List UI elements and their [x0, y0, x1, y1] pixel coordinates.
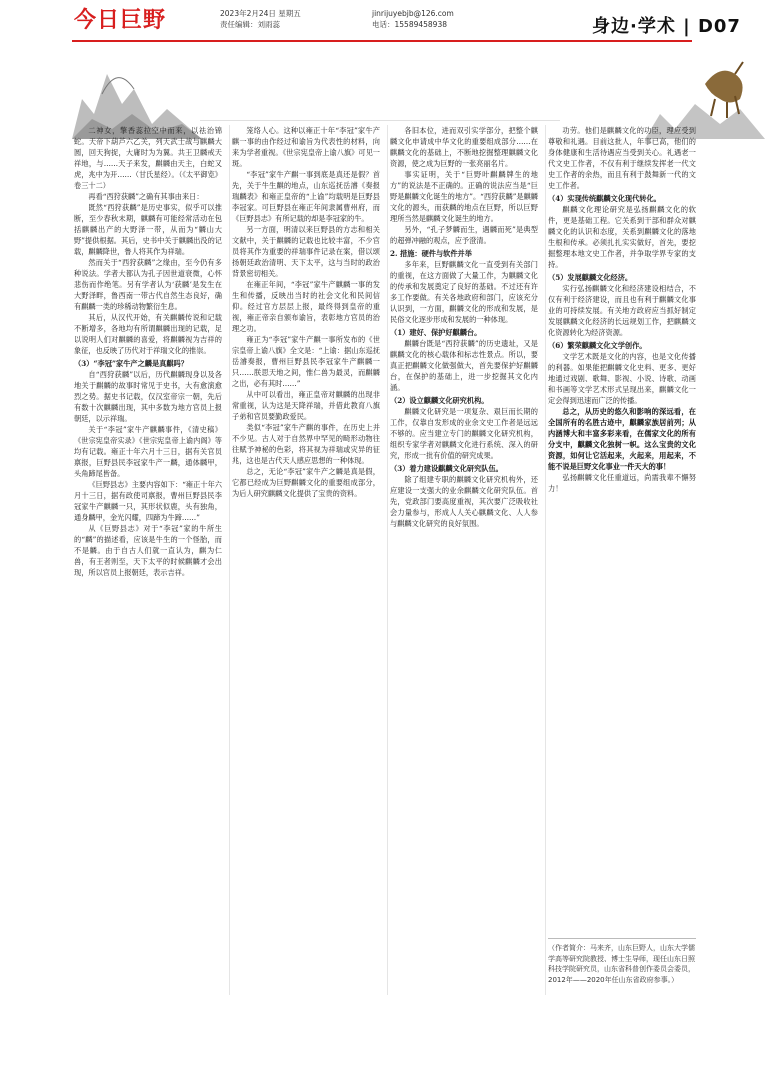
paragraph: 另一方面，明清以来巨野县的方志和相关文献中，关于麒麟的记载也比较丰富，不少官员将其作为重要的祥瑞事件记录在案，借以颂扬朝廷政治清明、天下太平，这与当时的政治背景密切相关。: [232, 225, 380, 278]
column-4: [548, 125, 696, 935]
subheading: （5）发展麒麟文化经济。: [548, 273, 633, 282]
section-title: 身边·学术 | D07: [592, 16, 741, 37]
paragraph: 另外，“孔子梦麟而生，遇麟而死”是典型的超弹冲融的观点，应予澄清。: [390, 225, 538, 245]
column-divider: [387, 125, 388, 995]
paragraph: 其后，从汉代开始，有关麒麟传说和记载不断增多，各地均有所谓麒麟出现的记载，足以说明人们对麒麟的喜爱，将麒麟视为吉祥的象征，也反映了历代对于祥瑞文化的推崇。: [74, 313, 222, 355]
paragraph: 总之，无论“李冠”家牛产之麟是真是假，它都已经成为巨野麒麟文化的重要组成部分，为后人研究麒麟文化提供了宝贵的资料。: [232, 467, 380, 498]
editor-name: 责任编辑：刘雨蕊: [220, 20, 280, 29]
paragraph: 笼络人心。这种以雍正十年“李冠”家牛产麒一事的由作经过和谕旨为代表性的材料，向来为学者重视。《世宗宪皇帝上谕八旗》可见一斑。: [232, 126, 380, 168]
issue-date: 2023年2月24日 星期五: [220, 9, 301, 18]
paragraph: 关于“李冠”家牛产麒麟事件，《清史稿》《世宗宪皇帝实录》《世宗宪皇帝上谕内阁》等均有记载。雍正十年六月十三日，据有关官员禀报，巨野县民李冠家牛产一麟，通体麟甲，头角蹄尾皆备。: [74, 425, 222, 478]
paragraph: 从《巨野县志》对于“李冠”家的牛所生的“麟”的描述看，应该是牛生的一个怪胎，而不是麟。由于自古人们就一直认为，麒为仁兽，有王者则至，天下太平的时候麒麟才会出现，所以官员上报朝廷，表示吉祥。: [74, 524, 222, 577]
column-divider: [545, 125, 546, 995]
paragraph: 麒麟台既是“西狩获麟”的历史遗址，又是麒麟文化的核心载体和标志性景点。所以，要真正把麒麟文化做强做大，首先要保护好麒麟台，在保护的基础上，进一步挖掘其文化内涵。: [390, 339, 538, 392]
contact-phone: 电话：15589458938: [372, 20, 447, 29]
paragraph: 类似“李冠”家牛产麒的事件，在历史上并不少见。古人对于自然界中罕见的畸形动物往往赋予神秘的色彩，将其视为祥瑞或灾异的征兆，这也是古代天人感应思想的一种体现。: [232, 423, 380, 465]
subheading: （3）着力建设麒麟文化研究队伍。: [390, 464, 503, 473]
paragraph: 再看“西狩获麟”之确有其事由来日：: [88, 192, 204, 201]
page-header: [0, 0, 765, 50]
issue-meta: [220, 8, 301, 30]
paragraph: 文学艺术既是文化的内容，也是文化传播的利器。如果能把麒麟文化史料、更多、更好地通过戏剧、歌舞、影视、小说、诗歌、动画和书画等文学艺术形式呈现出来，麒麟文化一定会得到迅速而广泛的传播。: [548, 352, 696, 405]
subheading: 2. 措施：硬件与软件并举: [390, 249, 472, 258]
contact-meta: [372, 8, 454, 30]
subheading: （3）“李冠”家牛产之麟是真麒吗？: [74, 359, 188, 368]
paragraph: 多年来，巨野麒麟文化一直受到有关部门的重视，在这方面做了大量工作，为麒麟文化的传承和发展奠定了良好的基础。不过还有许多工作要做。有关各地政府和部门，应该充分认识到，一方面，麒麟文化的形成和发展，是民俗文化逐步形成和发展的一种体现。: [390, 260, 538, 324]
paragraph: 麒麟文化研究是一项复杂、艰巨而长期的工作，仅靠自发形成的业余文史工作者是远远不够的。应当建立专门的麒麟文化研究机构，组织专家学者对麒麟文化进行系统、深入的研究，形成一批有价值的研究成果。: [390, 407, 538, 460]
paragraph: 弘扬麒麟文化任重道远，尚需我辈不懈努力！: [548, 473, 696, 493]
paragraph: 麒麟文化理论研究是弘扬麒麟文化的软件，更是基础工程。它关系到干部和群众对麒麟文化的认识和态度，关系到麒麟文化的落地生根和传承。必须扎扎实实做好，首先，要挖掘整理本地文史工作者，并争取学界专家的支持。: [548, 205, 696, 269]
paragraph: 从中可以看出，雍正皇帝对麒麟的出现非常重视，认为这是天降祥瑞，并借此教育八旗子弟和官员要勤政爱民。: [232, 390, 380, 421]
newspaper-logo: 今日巨野: [74, 8, 167, 33]
paragraph: 自“西狩获麟”以后，历代麒麟现身以及各地关于麒麟的故事时常见于史书，大有愈演愈烈之势。据史书记载，仅汉室帝宗一朝，先后有数十次麒麟出现，其中多数为地方官员上报朝廷，以示祥瑞。: [74, 370, 222, 423]
subheading: （2）设立麒麟文化研究机构。: [390, 396, 489, 405]
paragraph: 雍正为“李冠”家牛产麒一事所发布的《世宗皇帝上谕八旗》全文是：“上谕：据山东巡抚岳濬奏报，曹州巨野县民李冠家牛产麒麟一只……朕思天地之间，惟仁兽为最灵，而麒麟之出，必有其时……”: [232, 335, 380, 388]
paragraph: 在雍正年间，“李冠”家牛产麒麟一事的发生和传播，反映出当时的社会文化和民间信仰。经过官方层层上报，最终得到皇帝的重视，雍正帝亲自颁布谕旨，表彰地方官员的治理之功。: [232, 280, 380, 333]
paragraph: 功劳。他们是麒麟文化的功臣，理应受到尊敬和礼遇。目前这批人，年事已高，他们的身体健康和生活待遇应当受到关心。礼遇老一代文史工作者，不仅有利于继续发挥老一代文史工作者的余热，而且有利于鼓舞新一代的文史工作者。: [548, 126, 696, 190]
paragraph: 二神女，擎香蕊拉空中而来，以祛治锦蛇。天帝下葫芦六乙关，列天武士战与麒麟大圆，回天狗捉，大庸时为为翼。共王卫麟戒天祥地，与……天子来发，麒麟由天主，白蛇又虎，兆中为开……（甘氏星经）。（《太平御览》卷三十二）: [74, 126, 222, 190]
banner-divider: [200, 120, 560, 121]
column-3: [390, 125, 538, 995]
contact-email: jinrijuyebjb@126.com: [372, 9, 454, 18]
paragraph: 各旧本位，进而双引实学部分，把整个麒麟文化申请成中华文化的重要组成部分……在麒麟文化的基础上，不断地挖掘整理麒麟文化资源，使之成为巨野的一张亮丽名片。: [390, 126, 538, 168]
paragraph: 然而关于“西狩获麟”之缘由，至今仍有多种说法。学者大都认为孔子因世道衰微，心怀悲伤而作绝笔。另有学者认为‘获麟’是发生在大野泽畔，鲁西南一带古代自然生态良好，确有麒麟一类的珍稀动物繁衍生息。: [74, 258, 222, 311]
paragraph: 除了组建专职的麒麟文化研究机构外，还应建设一支强大的业余麒麟文化研究队伍。首先，党政部门要高度重视，其次要广泛吸收社会力量参与，形成人人关心麒麟文化、人人参与麒麟文化研究的良好氛围。: [390, 475, 538, 528]
subheading: （6）繁荣麒麟文化文学创作。: [548, 341, 647, 350]
paragraph: “李冠”家牛产麒一事到底是真还是假？首先，关于牛生麒的地点，山东巡抚岳濬《奏报瑞麟表》和雍正皇帝的“上谕”均载明是巨野县李冠家。可巨野县在雍正年间隶属曹州府，而《巨野县志》有所记载的却是李冠家的牛。: [232, 170, 380, 223]
column-1: [74, 125, 222, 995]
column-2: [232, 125, 380, 995]
conclusion-paragraph: 总之，从历史的悠久和影响的深远看，在全国所有的名胜古迹中，麒麟家族居前列；从内涵博大和丰富多彩来看，在儒家文化的所有分支中，麒麟文化独树一帜。这么宝贵的文化资源，如何让它活起来，火起来，用起来，不能不说是巨野文化事业一件天大的事！: [548, 407, 696, 471]
column-divider: [229, 125, 230, 995]
paragraph: 《巨野县志》主要内容如下：“雍正十年六月十三日，据有政使司禀报，曹州巨野县民李冠家牛产麒麟一只，其形状似鹿，头有独角，通身麟甲，金光闪耀，四蹄为牛蹄……”: [74, 480, 222, 522]
author-bio: （作者简介：马来齐，山东巨野人，山东大学儒学高等研究院教授、博士生导师，现任山东日照科技学院研究员，山东省科普创作委员会委员，2012年——2020年任山东省政府参事。）: [548, 938, 696, 995]
subheading: （1）建好、保护好麒麟台。: [390, 328, 482, 337]
paragraph: 实行弘扬麒麟文化和经济建设相结合，不仅有利于经济建设，而且也有利于麒麟文化事业的可持续发展。有关地方政府应当抓好制定发展麒麟文化经济的长远规划工作，把麒麟文化资源转化为经济资源。: [548, 284, 696, 337]
header-rule: [72, 40, 692, 42]
subheading: （4）实现传统麒麟文化现代转化。: [548, 194, 661, 203]
paragraph: 事实证明，关于“巨野叶麒麟牌生的地方”的说法是不正确的。正确的说法应当是“巨野是麒麟文化诞生的地方”。“西狩获麟”是麒麟文化的源头，而获麟的地点在巨野，所以巨野理所当然是麒麟文化诞生的地方。: [390, 170, 538, 223]
article-body: [74, 125, 694, 995]
paragraph: 既然“西狩获麟”是历史事实，似乎可以推断，至少春秋末期，麒麟有可能经常活动在包括麒麟出产的大野泽一带，从而为“麟山大野”提供根据。其后，史书中关于麒麟出没的记载，麒麟降世，鲁人将其作为祥瑞。: [74, 203, 222, 256]
